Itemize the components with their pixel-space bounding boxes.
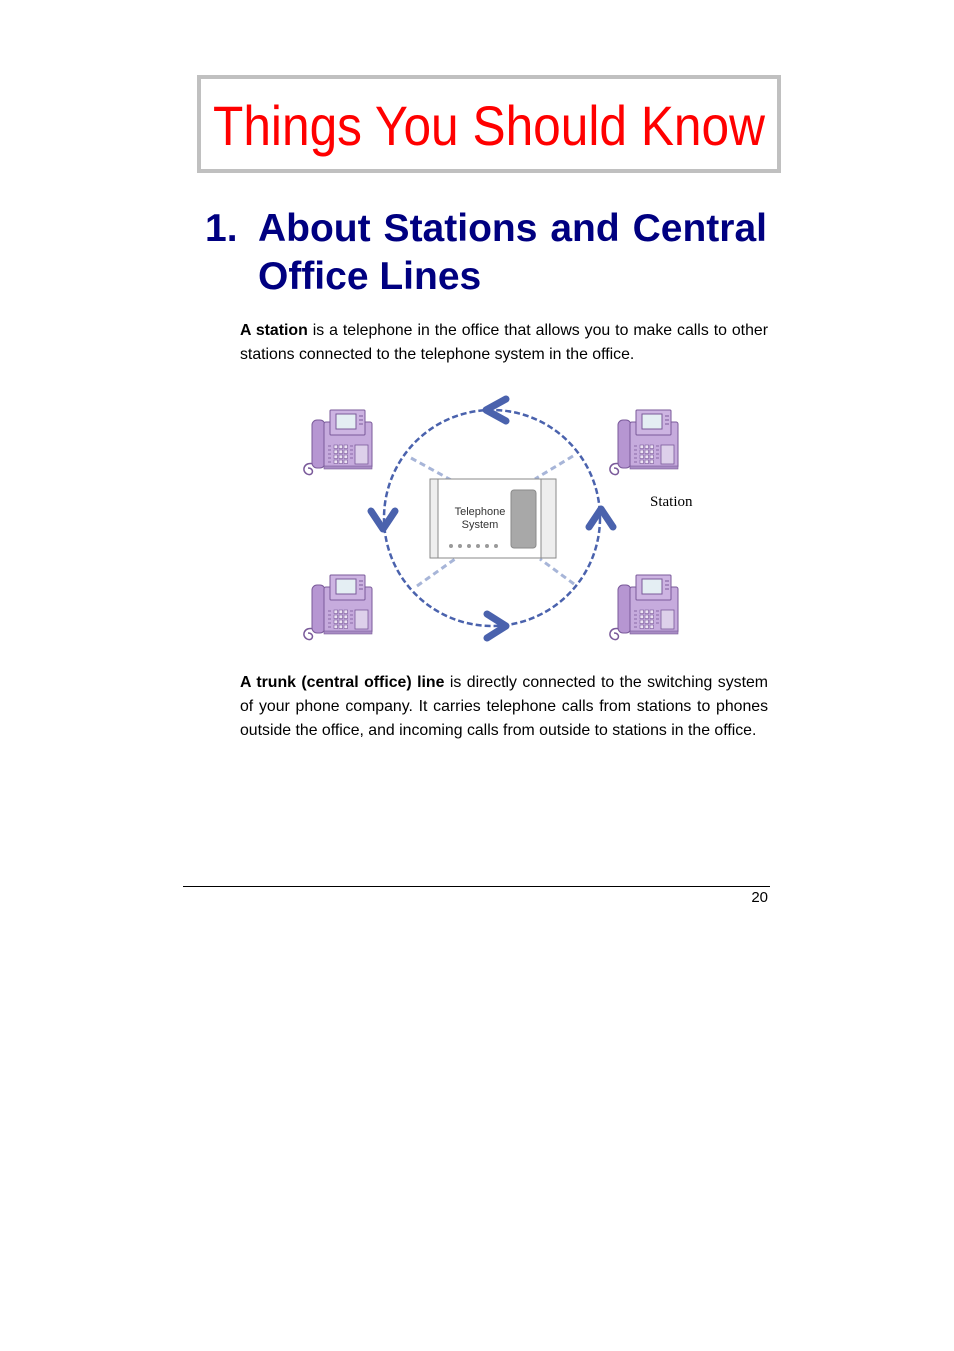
station-definition: is a telephone in the office that allows you to make calls to other stations connected to the telephone system in the office. xyxy=(240,322,768,363)
page-number: 20 xyxy=(751,889,768,906)
footer-divider xyxy=(183,886,770,887)
link-bottom-left xyxy=(417,559,455,586)
station-phone-top-right xyxy=(610,410,678,475)
system-label-line2: System xyxy=(461,519,499,531)
section-heading xyxy=(205,205,767,301)
system-label-line1: Telephone xyxy=(454,506,506,518)
station-phone-bottom-left xyxy=(304,575,372,640)
title-frame xyxy=(197,75,781,173)
trunk-paragraph xyxy=(240,671,768,743)
station-diagram xyxy=(290,390,710,652)
station-term: A station xyxy=(240,322,308,339)
link-top-left xyxy=(411,458,451,480)
link-top-right xyxy=(535,456,573,479)
title-graphic xyxy=(201,79,777,169)
telephone-system-unit xyxy=(430,479,556,558)
section-number: 1. xyxy=(205,207,238,250)
station-phone-bottom-right xyxy=(610,575,678,640)
system-module xyxy=(511,490,536,548)
arrow-left-icon xyxy=(486,399,506,421)
trunk-definition: is directly connected to the switching system of your phone company. It carries telephone calls from stations to phones outside the office, and incoming calls from outside to stations in the office. xyxy=(240,674,768,739)
station-label: Station xyxy=(650,494,693,510)
page-title: Things You Should Know xyxy=(213,94,766,157)
station-paragraph xyxy=(240,319,768,367)
section-title: About Stations and Central Office Lines xyxy=(258,207,767,298)
trunk-term: A trunk (central office) line xyxy=(240,674,445,691)
link-bottom-right xyxy=(540,559,574,584)
station-phone-top-left xyxy=(304,410,372,475)
